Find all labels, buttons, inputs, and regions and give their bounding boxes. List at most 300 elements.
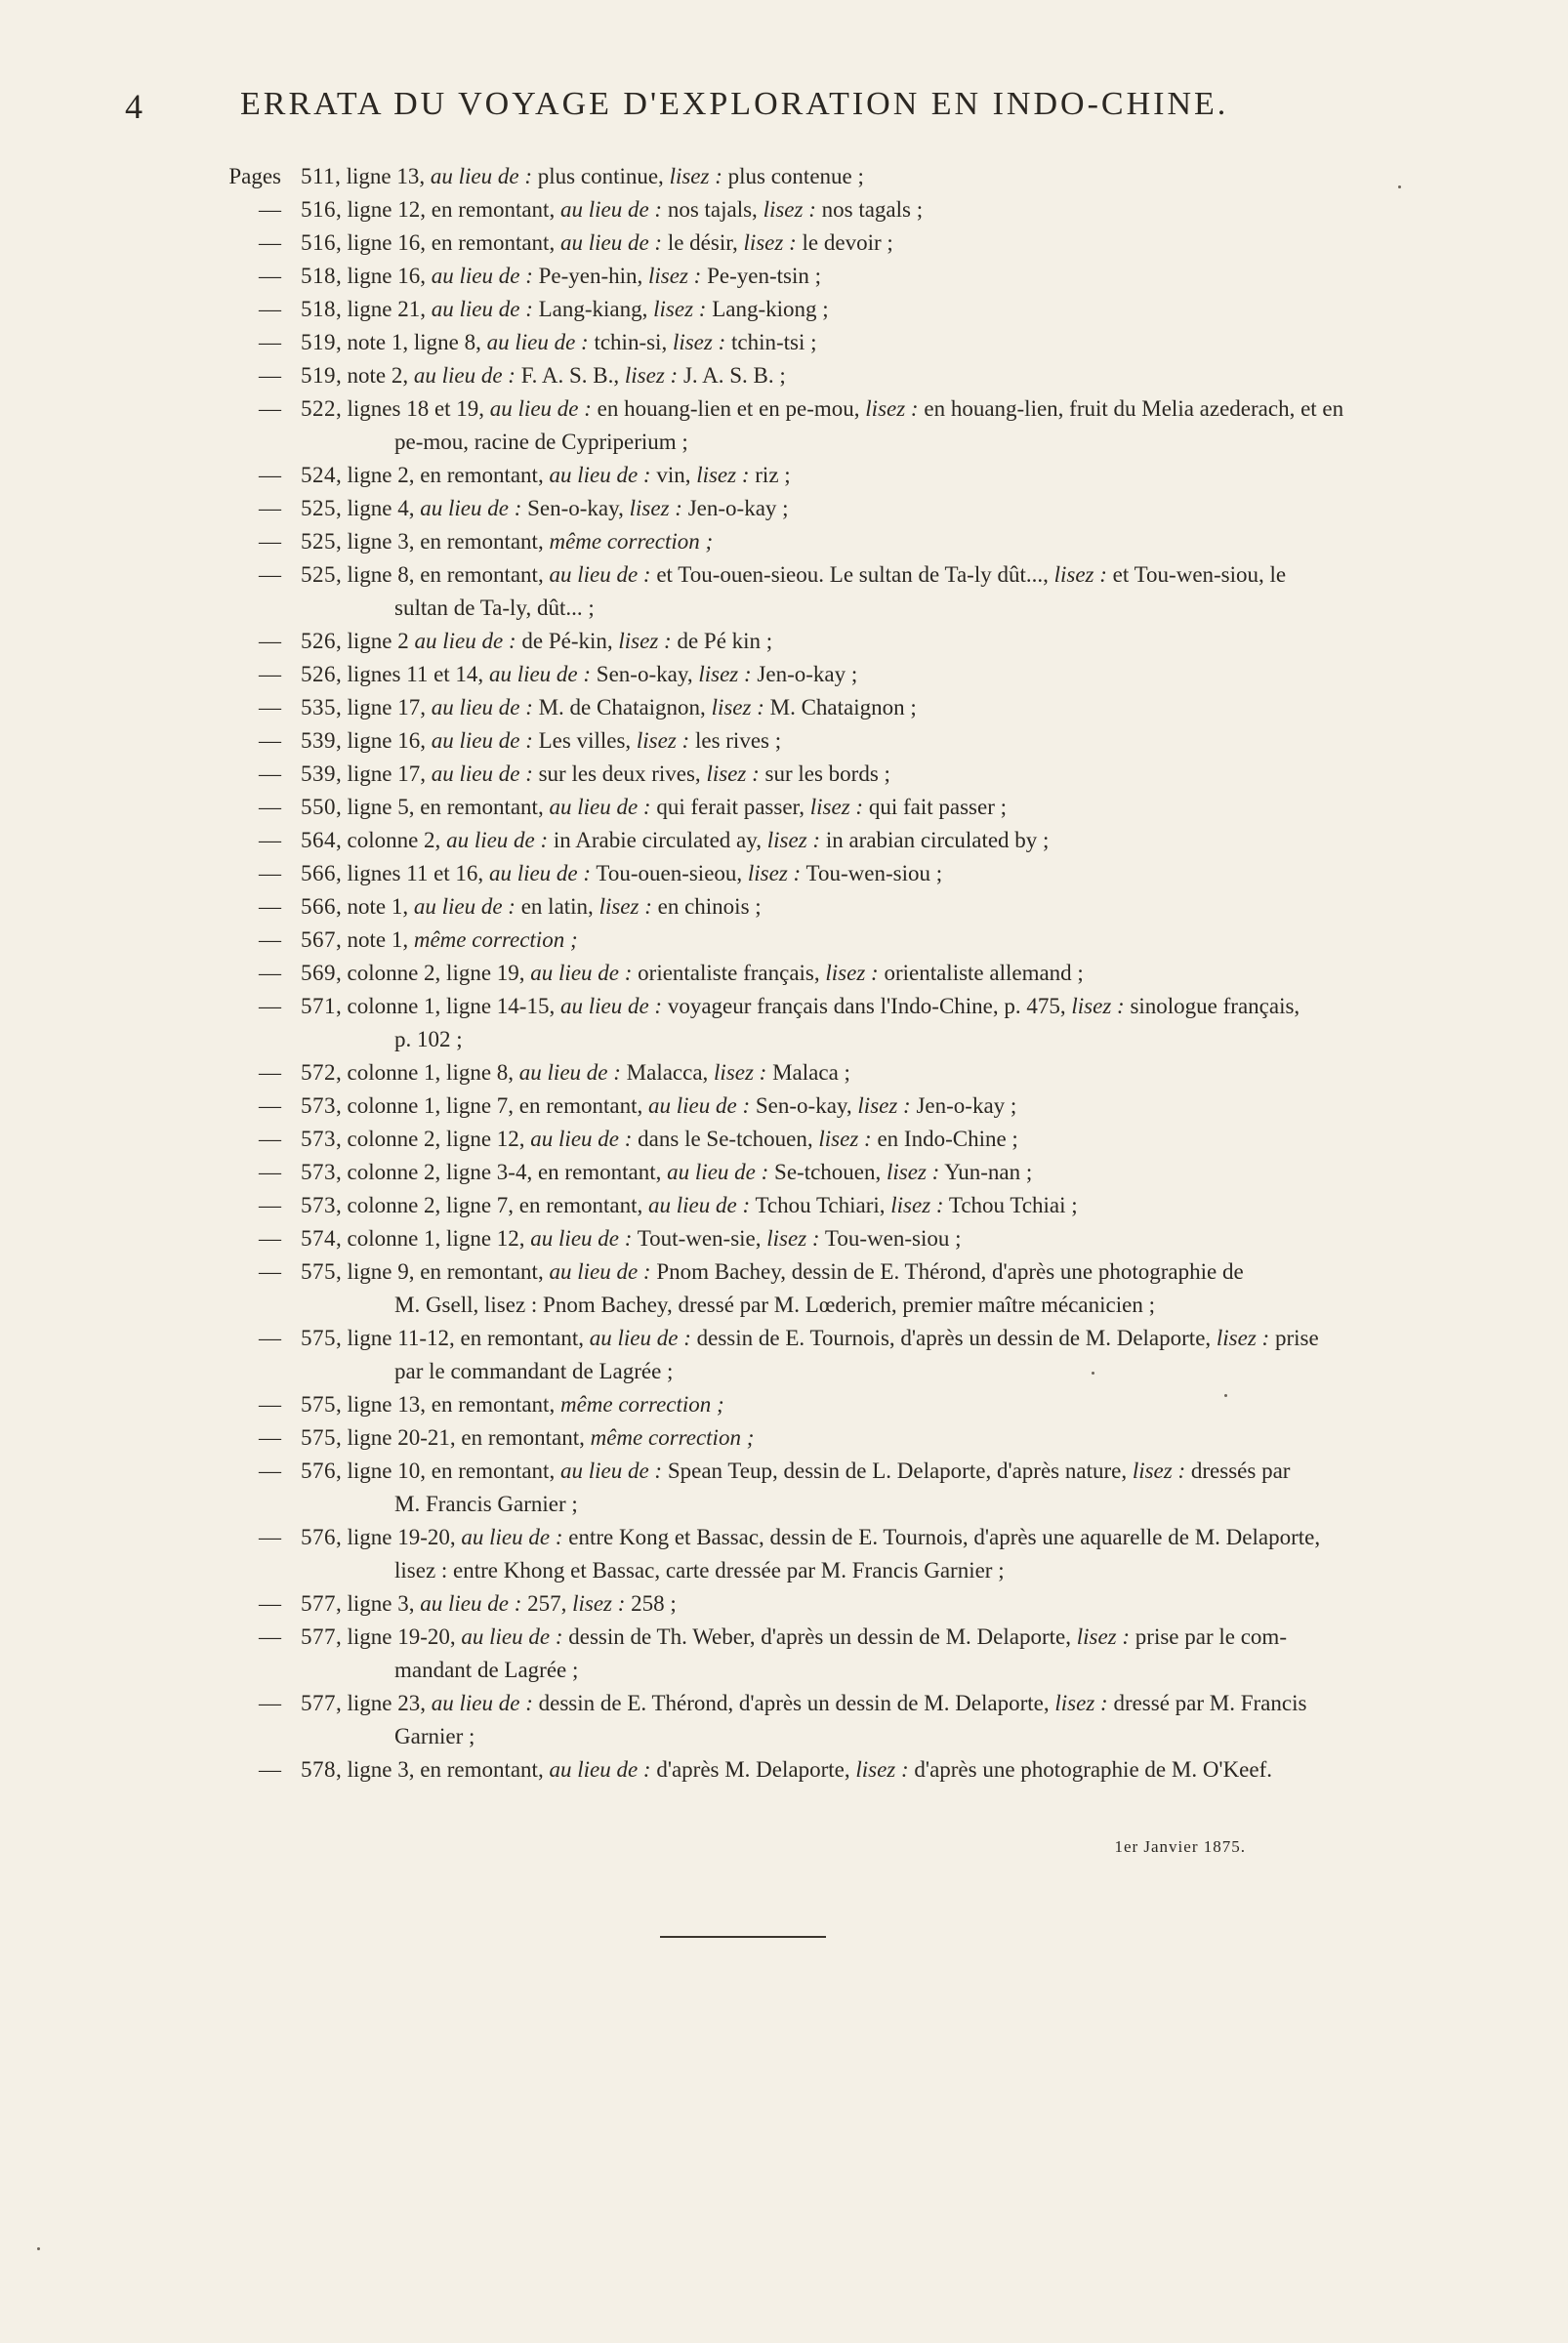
location-text: , ligne 10, en remontant, — [336, 1459, 560, 1483]
errata-entry — [125, 990, 1414, 1056]
page-reference: 525 — [301, 496, 336, 520]
entry-continuation: M. Gsell, lisez : Pnom Bachey, dressé par M. Lœderich, premier maître mécanicien ; — [394, 1293, 1155, 1317]
errata-entry — [125, 525, 1414, 558]
paper-speck — [37, 2247, 40, 2250]
correct-text: Jen-o-kay ; — [751, 662, 858, 686]
read-label: lisez : — [747, 861, 802, 885]
entry-continuation: lisez : entre Khong et Bassac, carte dressée par M. Francis Garnier ; — [394, 1558, 1005, 1583]
read-label: lisez : — [648, 264, 702, 288]
entry-text — [301, 791, 1414, 824]
wrong-text: voyageur français dans l'Indo-Chine, p. 475, — [662, 994, 1072, 1018]
page-reference: 526 — [301, 662, 336, 686]
location-text: , ligne 16, — [336, 728, 432, 753]
entry-lead: — — [259, 1691, 281, 1715]
page-reference: 577 — [301, 1591, 336, 1616]
wrong-text: plus continue, — [532, 164, 670, 188]
entry-lead: — — [259, 1392, 281, 1417]
instead-of-label: au lieu de : — [648, 1193, 751, 1217]
errata-entry — [125, 459, 1414, 492]
entry-lead: — — [259, 1425, 281, 1450]
correct-text: plus contenue ; — [722, 164, 864, 188]
wrong-text: Spean Teup, dessin de L. Delaporte, d'après nature, — [662, 1459, 1133, 1483]
entry-continuation: M. Francis Garnier ; — [394, 1492, 578, 1516]
entry-text — [301, 1156, 1414, 1189]
page-reference: 518 — [301, 297, 336, 321]
entry-lead: — — [259, 894, 281, 919]
errata-entry — [125, 824, 1414, 857]
wrong-text: vin, — [650, 463, 697, 487]
closing-rule — [660, 1936, 826, 1938]
location-text: , ligne 16, — [336, 264, 432, 288]
correct-text: dressé par M. Francis — [1107, 1691, 1307, 1715]
paper-speck — [1398, 185, 1401, 188]
errata-entry — [125, 1056, 1414, 1089]
entry-lead: — — [259, 861, 281, 885]
wrong-text: en houang-lien et en pe-mou, — [591, 396, 866, 421]
entry-lead: — — [259, 230, 281, 255]
page-header — [125, 86, 1306, 135]
instead-of-label: au lieu de : — [414, 629, 516, 653]
read-label: lisez : — [572, 1591, 626, 1616]
entry-text — [301, 1753, 1414, 1787]
wrong-text: Pnom Bachey, dessin de E. Thérond, d'après une photographie de — [650, 1259, 1244, 1284]
errata-entry — [125, 193, 1414, 226]
errata-entry — [125, 1753, 1414, 1787]
entry-text — [301, 293, 1414, 326]
location-text: , ligne 2 — [336, 629, 415, 653]
correct-text: le devoir ; — [796, 230, 893, 255]
errata-entry — [125, 392, 1414, 459]
instead-of-label: au lieu de : — [413, 363, 516, 388]
location-text: , colonne 2, — [336, 828, 447, 852]
correct-text: d'après une photographie de M. O'Keef. — [908, 1757, 1273, 1782]
page-reference: 577 — [301, 1691, 336, 1715]
instead-of-label: au lieu de : — [461, 1624, 563, 1649]
errata-entry — [125, 758, 1414, 791]
wrong-text: Sen-o-kay, — [750, 1093, 858, 1118]
wrong-text: tchin-si, — [588, 330, 673, 354]
errata-entry — [125, 791, 1414, 824]
entry-text — [301, 658, 1414, 691]
instead-of-label: au lieu de : — [648, 1093, 751, 1118]
wrong-text: in Arabie circulated ay, — [548, 828, 767, 852]
entry-lead: — — [259, 396, 281, 421]
wrong-text: en latin, — [515, 894, 599, 919]
errata-entry — [125, 1455, 1414, 1521]
entry-text — [301, 558, 1414, 592]
errata-entry — [125, 1255, 1414, 1322]
wrong-text: dessin de Th. Weber, d'après un dessin de M. Delaporte, — [562, 1624, 1077, 1649]
entry-lead: — — [259, 1160, 281, 1184]
location-text: , ligne 3, en remontant, — [336, 529, 550, 554]
location-text: , colonne 2, ligne 7, en remontant, — [336, 1193, 649, 1217]
page-reference: 564 — [301, 828, 336, 852]
errata-entry — [125, 1421, 1414, 1455]
errata-entry — [125, 1621, 1414, 1687]
page-reference: 550 — [301, 795, 336, 819]
entry-text — [301, 392, 1414, 426]
page-reference: 566 — [301, 894, 336, 919]
correct-text: en chinois ; — [651, 894, 762, 919]
instead-of-label: au lieu de : — [431, 1691, 533, 1715]
entry-lead: — — [259, 728, 281, 753]
entry-text — [301, 1123, 1414, 1156]
entry-text — [301, 193, 1414, 226]
correct-text: de Pé kin ; — [671, 629, 773, 653]
correct-text: Lang-kiong ; — [706, 297, 829, 321]
date-line: 1er Janvier 1875. — [1114, 1837, 1246, 1856]
page-reference: 518 — [301, 264, 336, 288]
errata-entry — [125, 558, 1414, 625]
errata-entry — [125, 260, 1414, 293]
entry-continuation: sultan de Ta-ly, dût... ; — [394, 596, 595, 620]
entry-lead: — — [259, 1259, 281, 1284]
location-text: , lignes 18 et 19, — [336, 396, 490, 421]
errata-entry — [125, 1123, 1414, 1156]
entry-lead: — — [259, 927, 281, 952]
entry-lead: — — [259, 1591, 281, 1616]
location-text: , colonne 1, ligne 8, — [336, 1060, 519, 1085]
wrong-text: entre Kong et Bassac, dessin de E. Tournois, d'après une aquarelle de M. Delaporte, — [562, 1525, 1321, 1549]
correct-text: qui fait passer ; — [863, 795, 1007, 819]
correct-text: Tou-wen-siou ; — [801, 861, 943, 885]
wrong-text: Sen-o-kay, — [591, 662, 699, 686]
location-text: , colonne 2, ligne 12, — [336, 1127, 531, 1151]
entry-text — [301, 1056, 1414, 1089]
read-label: lisez : — [1071, 994, 1125, 1018]
correct-text: riz ; — [749, 463, 791, 487]
read-label: lisez : — [624, 363, 679, 388]
correct-text: Malaca ; — [766, 1060, 850, 1085]
entry-continuation: p. 102 ; — [394, 1027, 463, 1051]
entry-lead: — — [259, 562, 281, 587]
errata-list — [125, 160, 1414, 1787]
paper-speck — [1092, 1372, 1094, 1375]
location-text: , ligne 8, en remontant, — [336, 562, 550, 587]
entry-text — [301, 625, 1414, 658]
entry-text — [301, 1089, 1414, 1123]
read-label: lisez : — [1216, 1326, 1270, 1350]
read-label: lisez : — [857, 1093, 911, 1118]
instead-of-label: au lieu de : — [413, 894, 516, 919]
correct-text: Tou-wen-siou ; — [819, 1226, 962, 1251]
correct-text: Yun-nan ; — [939, 1160, 1033, 1184]
wrong-text: dans le Se-tchouen, — [632, 1127, 819, 1151]
correct-text: nos tagals ; — [815, 197, 924, 222]
running-title: ERRATA DU VOYAGE D'EXPLORATION EN INDO-CHINE. — [240, 86, 1229, 122]
entry-lead: — — [259, 961, 281, 985]
location-text: , ligne 13, en remontant, — [336, 1392, 560, 1417]
entry-lead: — — [259, 1193, 281, 1217]
entry-text — [301, 160, 1414, 193]
errata-entry — [125, 724, 1414, 758]
page-reference: 519 — [301, 330, 336, 354]
page-reference: 524 — [301, 463, 336, 487]
errata-entry — [125, 1388, 1414, 1421]
read-label: lisez : — [887, 1160, 940, 1184]
errata-entry — [125, 226, 1414, 260]
wrong-text: M. de Chataignon, — [532, 695, 712, 719]
instead-of-label: au lieu de : — [461, 1525, 563, 1549]
entry-text — [301, 359, 1414, 392]
instead-of-label: au lieu de : — [518, 1060, 621, 1085]
entry-text — [301, 691, 1414, 724]
read-label: lisez : — [766, 828, 821, 852]
entry-text — [301, 1455, 1414, 1488]
entry-text — [301, 724, 1414, 758]
location-text: , note 1, ligne 8, — [336, 330, 487, 354]
read-label: lisez : — [743, 230, 797, 255]
wrong-text: F. A. S. B., — [515, 363, 625, 388]
location-text: , ligne 3, en remontant, — [336, 1757, 550, 1782]
entry-continuation: mandant de Lagrée ; — [394, 1658, 579, 1682]
instead-of-label: au lieu de : — [430, 164, 533, 188]
location-text: , lignes 11 et 16, — [336, 861, 489, 885]
page-number: 4 — [125, 87, 143, 126]
wrong-text: Tou-ouen-sieou, — [591, 861, 748, 885]
read-label: lisez : — [714, 1060, 767, 1085]
page-reference: 522 — [301, 396, 336, 421]
page-reference: 516 — [301, 230, 336, 255]
entry-lead: — — [259, 264, 281, 288]
page-reference: 575 — [301, 1259, 336, 1284]
entry-lead: — — [259, 1459, 281, 1483]
location-text: , ligne 16, en remontant, — [336, 230, 560, 255]
correct-text: in arabian circulated by ; — [820, 828, 1050, 852]
errata-entry — [125, 1521, 1414, 1587]
page-reference: 576 — [301, 1525, 336, 1549]
page-reference: 519 — [301, 363, 336, 388]
location-text: , ligne 5, en remontant, — [336, 795, 550, 819]
entry-lead: — — [259, 994, 281, 1018]
wrong-text: de Pé-kin, — [516, 629, 619, 653]
correct-text: dressés par — [1185, 1459, 1291, 1483]
read-label: lisez : — [809, 795, 864, 819]
read-label: lisez : — [1054, 1691, 1108, 1715]
correct-text: prise par le com- — [1130, 1624, 1287, 1649]
entry-text — [301, 1388, 1414, 1421]
entry-lead: — — [259, 629, 281, 653]
instead-of-label: au lieu de : — [549, 463, 651, 487]
page-reference: 571 — [301, 994, 336, 1018]
location-text: , ligne 23, — [336, 1691, 432, 1715]
page-reference: 525 — [301, 529, 336, 554]
instead-of-label: au lieu de : — [530, 1226, 633, 1251]
read-label: lisez : — [711, 695, 764, 719]
instead-of-label: au lieu de : — [559, 994, 663, 1018]
entry-text — [301, 1587, 1414, 1621]
entry-text — [301, 1521, 1414, 1554]
correct-text: M. Chataignon ; — [763, 695, 917, 719]
read-label: lisez : — [1053, 562, 1107, 587]
wrong-text: Les villes, — [532, 728, 637, 753]
correct-text: Tchou Tchiai ; — [943, 1193, 1078, 1217]
instead-of-label: au lieu de : — [549, 562, 651, 587]
entry-lead: — — [259, 1226, 281, 1251]
correct-text: J. A. S. B. ; — [678, 363, 786, 388]
read-label: lisez : — [890, 1193, 944, 1217]
location-text: , colonne 1, ligne 12, — [336, 1226, 531, 1251]
instead-of-label: au lieu de : — [431, 761, 533, 786]
wrong-text: qui ferait passer, — [650, 795, 810, 819]
entry-lead: — — [259, 1624, 281, 1649]
instead-of-label: au lieu de : — [431, 695, 533, 719]
correct-text: Jen-o-kay ; — [910, 1093, 1017, 1118]
read-label: lisez : — [672, 330, 726, 354]
errata-entry — [125, 691, 1414, 724]
page-reference: 526 — [301, 629, 336, 653]
instead-of-label: au lieu de : — [446, 828, 549, 852]
entry-lead: — — [259, 662, 281, 686]
location-text: , lignes 11 et 14, — [336, 662, 489, 686]
entry-continuation: par le commandant de Lagrée ; — [394, 1359, 674, 1383]
entry-lead: — — [259, 828, 281, 852]
entry-text — [301, 492, 1414, 525]
entry-text — [301, 1222, 1414, 1255]
wrong-text: Tchou Tchiari, — [750, 1193, 891, 1217]
location-text: , colonne 2, ligne 3-4, en remontant, — [336, 1160, 668, 1184]
location-text: , colonne 1, ligne 14-15, — [336, 994, 560, 1018]
entry-lead: — — [259, 695, 281, 719]
entry-lead: — — [259, 1757, 281, 1782]
instead-of-label: même correction ; — [413, 927, 578, 952]
wrong-text: dessin de E. Tournois, d'après un dessin de M. Delaporte, — [690, 1326, 1217, 1350]
entry-lead: — — [259, 1326, 281, 1350]
paper-speck — [1224, 1394, 1227, 1397]
instead-of-label: au lieu de : — [549, 1757, 651, 1782]
entry-continuation: Garnier ; — [394, 1724, 475, 1748]
page-reference: 535 — [301, 695, 336, 719]
instead-of-label: au lieu de : — [559, 1459, 663, 1483]
wrong-text: Se-tchouen, — [768, 1160, 887, 1184]
location-text: , note 2, — [336, 363, 414, 388]
entry-text — [301, 957, 1414, 990]
read-label: lisez : — [598, 894, 652, 919]
entry-text — [301, 226, 1414, 260]
errata-entry — [125, 890, 1414, 924]
read-label: lisez : — [818, 1127, 872, 1151]
instead-of-label: au lieu de : — [431, 728, 533, 753]
correct-text: en houang-lien, fruit du Melia azederach, et en — [918, 396, 1344, 421]
read-label: lisez : — [706, 761, 760, 786]
instead-of-label: au lieu de : — [431, 297, 533, 321]
correct-text: tchin-tsi ; — [725, 330, 817, 354]
read-label: lisez : — [1076, 1624, 1131, 1649]
entry-text — [301, 990, 1414, 1023]
location-text: , ligne 13, — [335, 164, 431, 188]
read-label: lisez : — [865, 396, 919, 421]
page-reference: 577 — [301, 1624, 336, 1649]
read-label: lisez : — [653, 297, 707, 321]
wrong-text: Malacca, — [620, 1060, 715, 1085]
entry-text — [301, 1189, 1414, 1222]
instead-of-label: au lieu de : — [530, 961, 633, 985]
read-label: lisez : — [629, 496, 682, 520]
instead-of-label: même correction ; — [549, 529, 714, 554]
location-text: , ligne 19-20, — [336, 1624, 462, 1649]
entry-lead: — — [259, 363, 281, 388]
location-text: , ligne 21, — [336, 297, 432, 321]
instead-of-label: au lieu de : — [420, 496, 522, 520]
wrong-text: et Tou-ouen-sieou. Le sultan de Ta-ly dût..., — [650, 562, 1054, 587]
page-reference: 539 — [301, 761, 336, 786]
entry-lead: — — [259, 297, 281, 321]
errata-entry — [125, 924, 1414, 957]
page-reference: 516 — [301, 197, 336, 222]
correct-text: 258 ; — [625, 1591, 677, 1616]
errata-entry — [125, 1189, 1414, 1222]
correct-text: les rives ; — [689, 728, 782, 753]
instead-of-label: au lieu de : — [559, 230, 663, 255]
entry-text — [301, 924, 1414, 957]
page-reference: 511 — [301, 164, 336, 188]
errata-entry — [125, 625, 1414, 658]
errata-entry — [125, 326, 1414, 359]
instead-of-label: au lieu de : — [589, 1326, 691, 1350]
entry-text — [301, 890, 1414, 924]
page-reference: 573 — [301, 1127, 336, 1151]
location-text: , note 1, — [336, 894, 414, 919]
page-reference: 576 — [301, 1459, 336, 1483]
entry-text — [301, 1421, 1414, 1455]
wrong-text: Sen-o-kay, — [521, 496, 630, 520]
location-text: , ligne 3, — [336, 1591, 421, 1616]
instead-of-label: au lieu de : — [559, 197, 663, 222]
wrong-text: orientaliste français, — [632, 961, 826, 985]
entry-text — [301, 525, 1414, 558]
instead-of-label: au lieu de : — [530, 1127, 633, 1151]
page-reference: 572 — [301, 1060, 336, 1085]
page-reference: 567 — [301, 927, 336, 952]
wrong-text: Tout-wen-sie, — [632, 1226, 767, 1251]
entry-lead: — — [259, 463, 281, 487]
location-text: , note 1, — [336, 927, 414, 952]
wrong-text: Lang-kiang, — [532, 297, 654, 321]
entry-lead: — — [259, 529, 281, 554]
page-reference: 569 — [301, 961, 336, 985]
entry-text — [301, 1322, 1414, 1355]
entry-text — [301, 1621, 1414, 1654]
entry-lead: — — [259, 1060, 281, 1085]
location-text: , ligne 2, en remontant, — [336, 463, 550, 487]
entry-lead: — — [259, 795, 281, 819]
read-label: lisez : — [763, 197, 816, 222]
correct-text: en Indo-Chine ; — [871, 1127, 1018, 1151]
correct-text: Pe-yen-tsin ; — [701, 264, 821, 288]
correct-text: prise — [1269, 1326, 1319, 1350]
entry-lead: Pages — [228, 164, 281, 188]
entry-lead: — — [259, 197, 281, 222]
location-text: , ligne 4, — [336, 496, 421, 520]
wrong-text: Pe-yen-hin, — [532, 264, 649, 288]
errata-entry — [125, 1222, 1414, 1255]
location-text: , ligne 11-12, en remontant, — [336, 1326, 590, 1350]
errata-entry — [125, 1687, 1414, 1753]
errata-entry — [125, 1156, 1414, 1189]
wrong-text: nos tajals, — [662, 197, 763, 222]
entry-lead: — — [259, 496, 281, 520]
read-label: lisez : — [1132, 1459, 1186, 1483]
page-reference: 573 — [301, 1160, 336, 1184]
read-label: lisez : — [696, 463, 750, 487]
errata-entry — [125, 1089, 1414, 1123]
entry-text — [301, 758, 1414, 791]
read-label: lisez : — [636, 728, 690, 753]
instead-of-label: au lieu de : — [549, 795, 651, 819]
page-reference: 525 — [301, 562, 336, 587]
correct-text: sinologue français, — [1124, 994, 1300, 1018]
errata-entry — [125, 1322, 1414, 1388]
